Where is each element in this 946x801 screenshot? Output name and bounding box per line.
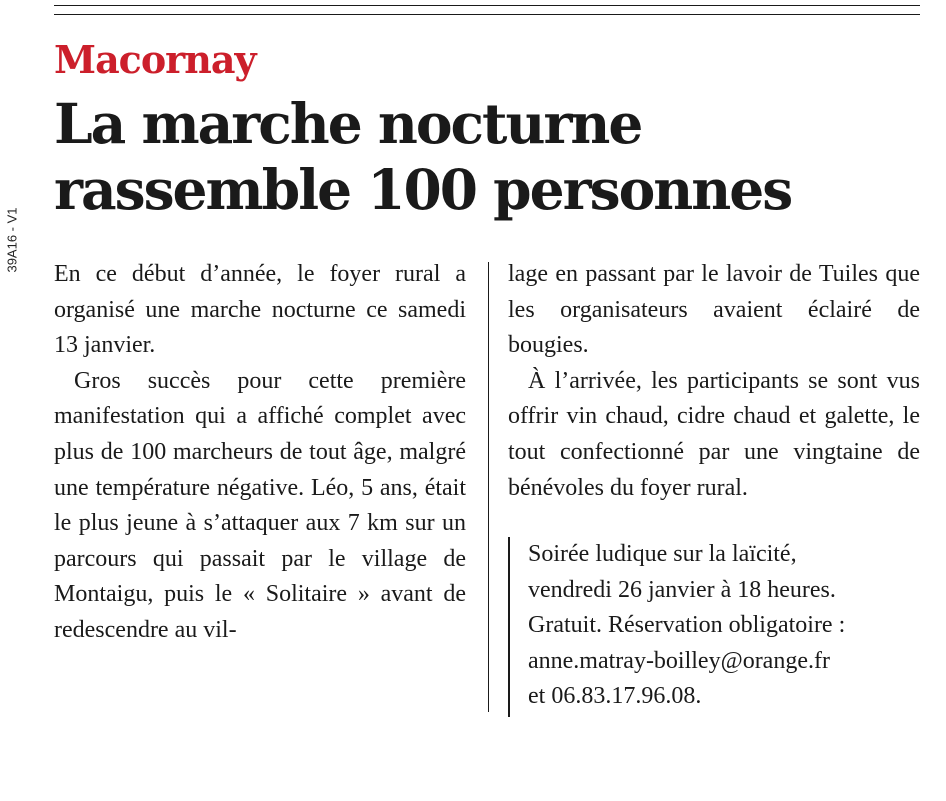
article-column-2 [508,257,920,506]
paragraph: À l’arrivée, les participants se sont vus offrir vin chaud, cidre chaud et galette, le tout confectionné par une vingtaine de bénévoles du foyer rural. [508,367,920,501]
paragraph: Gros succès pour cette première manifestation qui a affiché complet avec plus de 100 marcheurs de tout âge, malgré une température négative. Léo, 5 ans, était le plus jeune à s’attaquer aux 7 km sur un parcours qui passait par le village de Montaigu, puis le « Solitaire » avant de redescendre au vil- [54,367,466,643]
headline [54,91,924,223]
event-contact-email: anne.matray-boilley@orange.fr [528,647,830,674]
article-column-1 [54,257,466,649]
paragraph: En ce début d’année, le foyer rural a organisé une marche nocturne ce samedi 13 janvier. [54,261,466,359]
page-slug [2,195,22,285]
event-info-box [508,537,920,717]
headline-line-1: La marche nocturne [54,91,642,156]
event-info-line: vendredi 26 janvier à 18 heures. [528,576,836,603]
top-rule-secondary [54,14,920,15]
headline-line-2: rassemble 100 personnes [54,157,792,222]
top-rule [54,5,920,6]
event-info-line: Soirée ludique sur la laïcité, [528,541,797,567]
column-divider [488,262,489,712]
paragraph: lage en passant par le lavoir de Tuiles que les organisateurs avaient éclairé de bougies. [508,261,920,359]
event-contact-phone: et 06.83.17.96.08. [528,683,702,710]
page-slug-text: 39A16 - V1 [4,207,20,273]
event-info-line: Gratuit. Réservation obligatoire : [528,612,846,639]
kicker-location: Macornay [54,37,256,82]
